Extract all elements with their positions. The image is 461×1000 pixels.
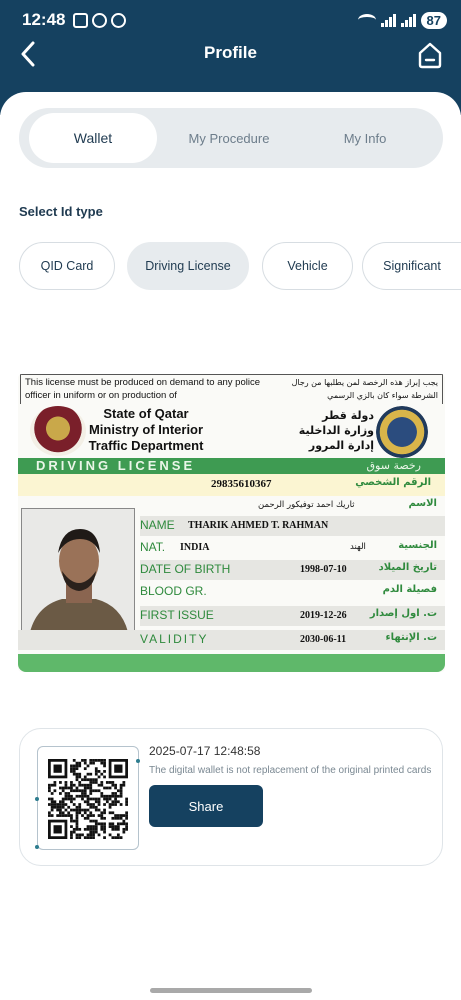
wifi-icon	[358, 14, 376, 26]
driving-license-card	[18, 374, 445, 672]
first-issue-label-ar: ت. اول إصدار	[369, 608, 437, 619]
tab-wallet[interactable]: Wallet	[29, 113, 157, 163]
nationality-row	[140, 538, 445, 558]
nat-value-ar: الهند	[350, 542, 366, 552]
share-button[interactable]: Share	[149, 785, 263, 827]
validity-label: VALIDITY	[140, 632, 209, 646]
name-value: THARIK AHMED T. RAHMAN	[188, 520, 329, 531]
signal-icon	[381, 14, 396, 27]
content-sheet	[0, 92, 461, 1000]
issuer-department: Traffic Department	[88, 438, 204, 453]
status-right	[358, 12, 447, 29]
qr-frame-dot	[35, 845, 39, 849]
license-title-en: DRIVING LICENSE	[36, 458, 196, 473]
license-id-label-ar: الرقم الشخصي	[355, 477, 431, 488]
home-indicator[interactable]	[150, 988, 312, 993]
dob-row	[140, 560, 445, 580]
name-ar-row	[140, 496, 445, 516]
blood-label: BLOOD GR.	[140, 584, 207, 598]
notification-icons	[73, 13, 126, 28]
home-button[interactable]	[415, 40, 445, 70]
issuer-state: State of Qatar	[103, 406, 189, 421]
license-id-row	[18, 474, 445, 496]
issuer-ministry-ar: وزارة الداخلية	[298, 424, 374, 437]
name-ar-value: ثاريك احمد توفيكور الرحمن	[258, 500, 355, 510]
validity-value: 2030-06-11	[300, 634, 347, 645]
issuer-department-ar: إدارة المرور	[308, 439, 374, 452]
id-type-vehicle[interactable]: Vehicle	[262, 242, 353, 290]
tab-bar	[19, 108, 443, 168]
dob-label-ar: تاريخ الميلاد	[378, 562, 437, 573]
license-issuer-ar	[280, 408, 374, 453]
home-icon	[415, 40, 445, 70]
first-issue-label: FIRST ISSUE	[140, 608, 214, 622]
license-notice	[20, 374, 443, 404]
first-issue-row	[140, 606, 445, 626]
license-title-band	[18, 458, 445, 474]
blood-label-ar: فصيلة الدم	[382, 584, 437, 595]
pinwheel-icon	[111, 13, 126, 28]
status-time: 12:48	[22, 10, 66, 29]
nat-value: INDIA	[180, 542, 210, 553]
qr-code-icon	[48, 759, 128, 839]
wallet-timestamp: 2025-07-17 12:48:58	[149, 744, 261, 758]
license-title-ar: رخصة سوق	[366, 459, 421, 472]
validity-row	[18, 630, 445, 650]
license-id-number: 29835610367	[211, 478, 272, 490]
id-type-significant[interactable]: Significant	[362, 242, 461, 290]
nav-row	[0, 36, 461, 72]
qr-frame-dot	[35, 797, 39, 801]
select-id-type-label: Select Id type	[19, 204, 103, 219]
whatsapp-icon	[92, 13, 107, 28]
dob-value: 1998-07-10	[300, 564, 347, 575]
issuer-state-ar: دولة قطر	[322, 409, 374, 422]
wallet-card	[19, 728, 443, 866]
signal-2-icon	[401, 14, 416, 27]
tab-my-info[interactable]: My Info	[343, 130, 387, 146]
qr-frame-dot	[136, 759, 140, 763]
nat-label-ar: الجنسية	[398, 540, 437, 551]
qr-frame	[37, 746, 139, 850]
id-type-driving-license[interactable]: Driving License	[127, 242, 249, 290]
page-title: Profile	[204, 43, 257, 62]
blood-group-row	[140, 582, 445, 602]
id-type-qid-card[interactable]: QID Card	[19, 242, 115, 290]
dob-label: DATE OF BIRTH	[140, 562, 231, 576]
wallet-disclaimer: The digital wallet is not replacement of the original printed cards	[149, 765, 432, 776]
license-notice-en: This license must be produced on demand to any police officer in uniform or on production of	[25, 377, 260, 401]
first-issue-value: 2019-12-26	[300, 610, 347, 621]
person-photo-icon	[22, 509, 135, 642]
license-issuer-en	[86, 406, 206, 454]
status-bar	[0, 0, 461, 40]
license-photo	[21, 508, 135, 642]
qatar-emblem-icon	[30, 406, 86, 456]
license-notice-ar: يجب إبراز هذه الرخصة لمن يطلبها من رجال الشرطة سواء كان بالزي الرسمي	[291, 378, 438, 400]
license-bottom-band	[18, 654, 445, 672]
tab-my-procedure[interactable]: My Procedure	[188, 130, 270, 146]
gcc-logo-icon	[376, 406, 428, 458]
issuer-ministry: Ministry of Interior	[88, 422, 204, 437]
screenshot-icon	[73, 13, 88, 28]
battery-icon: 87	[421, 12, 447, 29]
name-row	[140, 516, 445, 536]
nat-label: NAT.	[140, 540, 166, 554]
name-label: NAME	[140, 518, 175, 532]
validity-label-ar: ت. الإنتهاء	[385, 632, 437, 643]
name-label-ar: الاسم	[408, 498, 437, 509]
